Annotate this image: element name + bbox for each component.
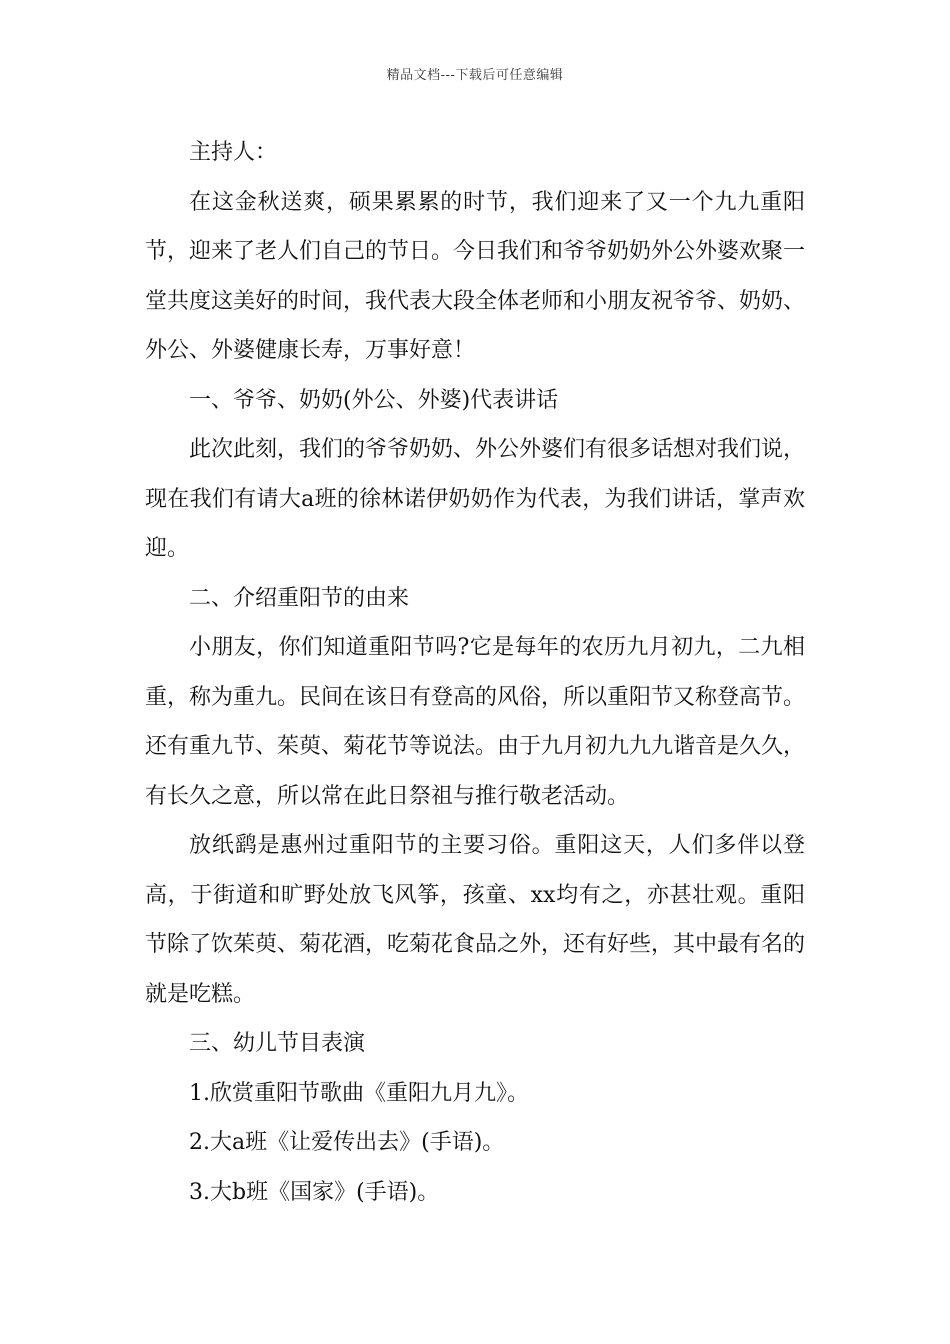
section-2-paragraph-1: 小朋友，你们知道重阳节吗?它是每年的农历九月初九，二九相重，称为重九。民间在该日有登高的风俗，所以重阳节又称登高节。还有重九节、茱萸、菊花节等说法。由于九月初九九九谐音是久久，有长久之意，所以常在此日祭祖与推行敬老活动。 xyxy=(145,635,806,809)
program-item-2: 2.大a班《让爱传出去》(手语)。 xyxy=(189,1130,505,1155)
program-item-3: 3.大b班《国家》(手语)。 xyxy=(189,1179,440,1205)
page-header-watermark: 精品文档---下载后可任意编辑 xyxy=(386,68,564,83)
section-heading-3: 三、幼儿节目表演 xyxy=(189,1031,366,1056)
host-label: 主持人： xyxy=(189,140,278,165)
opening-paragraph: 在这金秋送爽，硕果累累的时节，我们迎来了又一个九九重阳节，迎来了老人们自己的节日。今日我们和爷爷奶奶外公外婆欢聚一堂共度这美好的时间，我代表大段全体老师和小朋友祝爷爷、奶奶、外公、外婆健康长寿，万事好意！ xyxy=(145,189,806,363)
section-heading-1: 一、爷爷、奶奶(外公、外婆)代表讲话 xyxy=(189,387,559,413)
section-1-paragraph: 此次此刻，我们的爷爷奶奶、外公外婆们有很多话想对我们说，现在我们有请大a班的徐林诺伊奶奶作为代表，为我们讲话，掌声欢迎。 xyxy=(145,437,806,561)
section-2-paragraph-2: 放纸鹞是惠州过重阳节的主要习俗。重阳这天，人们多伴以登高，于街道和旷野处放飞风筝，孩童、xx均有之，亦甚壮观。重阳节除了饮茱萸、菊花酒，吃菊花食品之外，还有好些，其中最有名的就是吃糕。 xyxy=(145,833,806,1007)
program-item-1: 1.欣赏重阳节歌曲《重阳九月九》。 xyxy=(189,1080,529,1106)
document-body xyxy=(145,128,805,1217)
section-heading-2: 二、介绍重阳节的由来 xyxy=(189,585,410,611)
